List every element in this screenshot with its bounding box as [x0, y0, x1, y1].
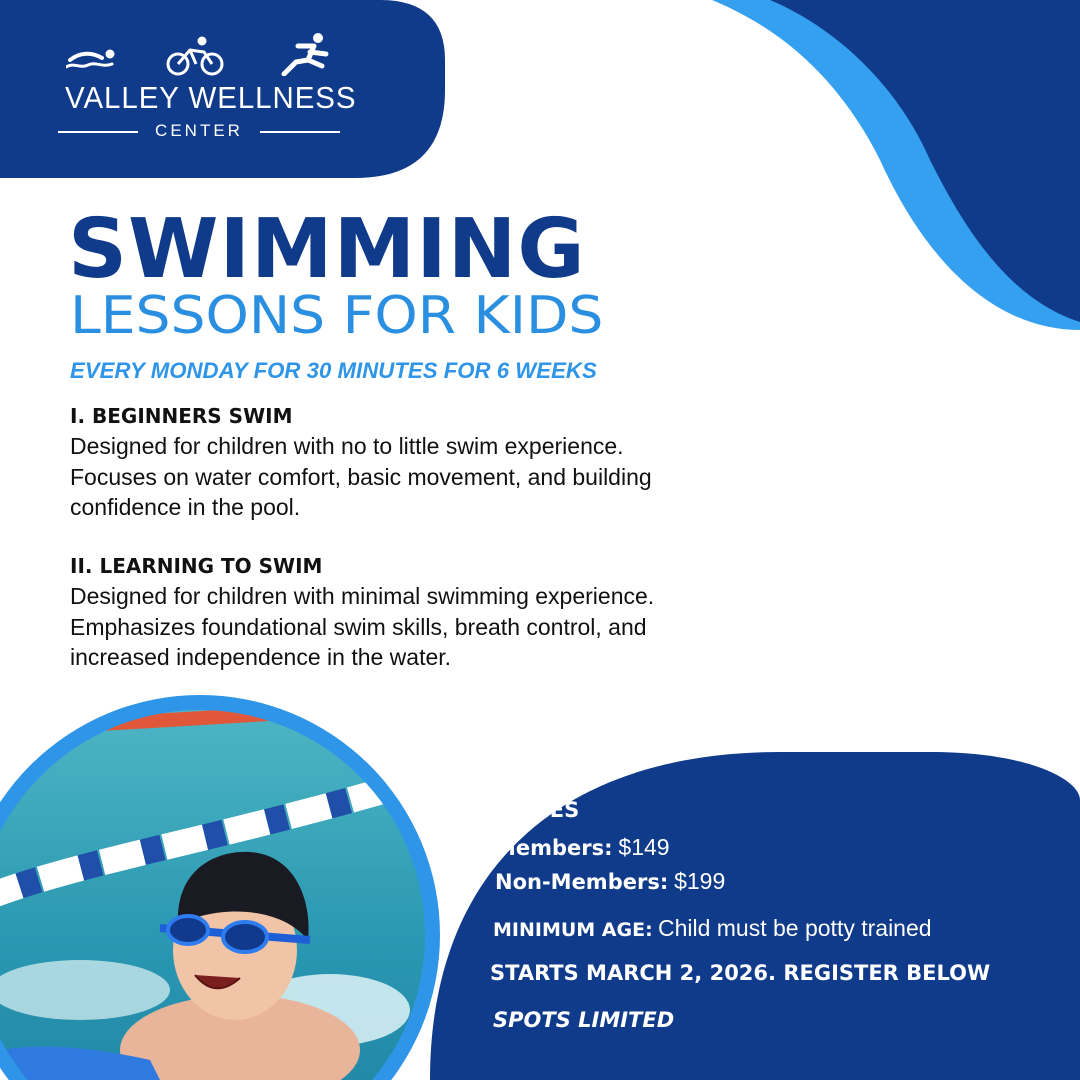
swimmer-photo — [0, 700, 440, 1080]
brand-rule-right — [260, 131, 340, 133]
level-title: II. LEARNING TO SWIM — [70, 554, 323, 578]
level-beginners — [70, 401, 830, 523]
description-line: Emphasizes foundational swim skills, breath control, and — [70, 613, 647, 640]
page-title: SWIMMING — [68, 202, 586, 297]
prices-heading: PRICES — [495, 798, 580, 822]
description-line: Designed for children with no to little swim experience. — [70, 433, 624, 459]
nonmembers-price: $199 — [674, 868, 726, 894]
level-learning — [70, 551, 830, 673]
nonmembers-price-row — [495, 866, 725, 898]
level-title: I. BEGINNERS SWIM — [70, 404, 293, 428]
page-subtitle: LESSONS FOR KIDS — [70, 286, 604, 346]
swimmer-icon — [66, 48, 118, 70]
min-age-label: MINIMUM AGE: — [493, 919, 653, 941]
spots-limited-note: SPOTS LIMITED — [493, 1008, 675, 1032]
description-line: Focuses on water comfort, basic movement, and building — [70, 463, 652, 490]
members-label: Members: — [495, 836, 613, 860]
start-date-register: STARTS MARCH 2, 2026. REGISTER BELOW — [490, 961, 991, 985]
nonmembers-label: Non-Members: — [495, 870, 669, 894]
level-description — [70, 581, 830, 673]
members-price-row — [495, 832, 670, 864]
brand-subname: CENTER — [155, 121, 243, 140]
members-price: $149 — [618, 834, 670, 860]
min-age-value: Child must be potty trained — [657, 915, 932, 941]
schedule-note: EVERY MONDAY FOR 30 MINUTES FOR 6 WEEKS — [70, 358, 597, 383]
brand-sub-row — [58, 118, 340, 144]
runner-icon — [278, 32, 336, 76]
cyclist-icon — [164, 36, 226, 76]
description-line: Designed for children with minimal swimming experience. — [70, 583, 655, 609]
logo-icons — [58, 30, 340, 80]
brand-name: VALLEY WELLNESS — [65, 80, 357, 115]
level-description — [70, 431, 830, 523]
description-line: increased independence in the water. — [70, 644, 452, 670]
description-line: confidence in the pool. — [70, 494, 301, 520]
minimum-age-row — [493, 913, 932, 946]
